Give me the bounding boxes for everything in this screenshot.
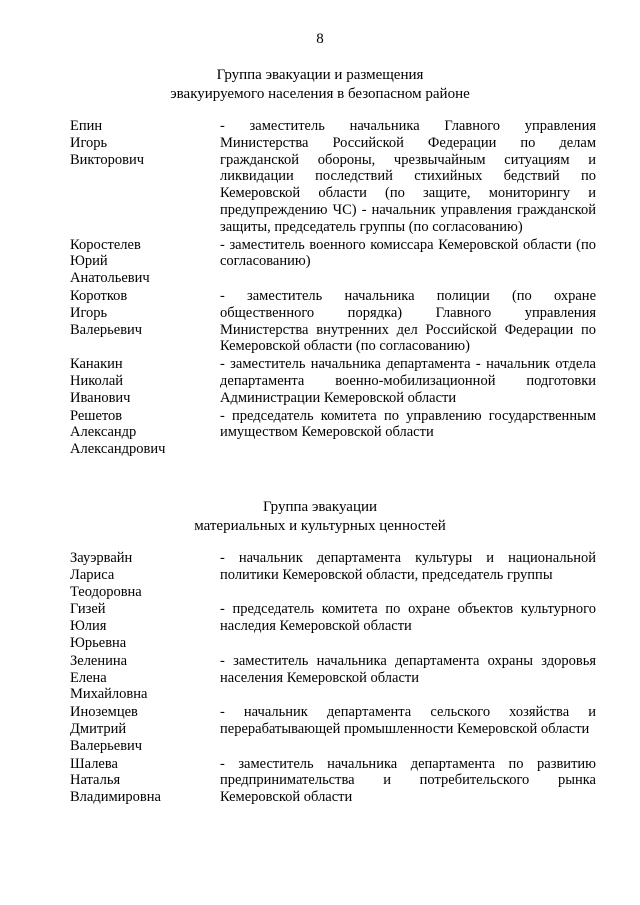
group-title-line: Группа эвакуации и размещения bbox=[216, 67, 424, 83]
member-name bbox=[70, 237, 220, 287]
first-name: Наталья bbox=[70, 772, 121, 789]
first-name: Лариса bbox=[70, 566, 115, 583]
surname: Канакин bbox=[70, 356, 123, 373]
group-title-evacuation-valuables bbox=[0, 498, 640, 536]
member-entry bbox=[70, 756, 596, 806]
surname: Шалева bbox=[70, 755, 118, 772]
member-role: - начальник департамента сельского хозяйства и перерабатывающей промышленности Кемеровской области bbox=[220, 704, 596, 737]
patronymic: Валерьевич bbox=[70, 737, 143, 754]
member-name bbox=[70, 356, 220, 406]
patronymic: Викторович bbox=[70, 151, 145, 168]
group-title-line: материальных и культурных ценностей bbox=[194, 518, 446, 534]
member-entry bbox=[70, 601, 596, 651]
member-name bbox=[70, 288, 220, 355]
surname: Коростелев bbox=[70, 236, 141, 253]
first-name: Игорь bbox=[70, 304, 108, 321]
first-name: Дмитрий bbox=[70, 720, 127, 737]
first-name: Александр bbox=[70, 424, 137, 441]
patronymic: Теодоровна bbox=[70, 583, 142, 600]
member-name bbox=[70, 118, 220, 236]
member-name bbox=[70, 550, 220, 600]
member-entry bbox=[70, 408, 596, 458]
member-entry bbox=[70, 288, 596, 355]
member-entry bbox=[70, 653, 596, 703]
member-name bbox=[70, 408, 220, 458]
surname: Зауэрвайн bbox=[70, 550, 133, 566]
first-name: Николай bbox=[70, 372, 124, 389]
member-entry bbox=[70, 237, 596, 287]
member-role: - заместитель начальника департамента по развитию предпринимательства и потребительского рынка Кемеровской области bbox=[220, 755, 596, 806]
patronymic: Валерьевич bbox=[70, 321, 143, 338]
member-role: - заместитель начальника департамента охраны здоровья населения Кемеровской области bbox=[220, 652, 596, 686]
page-number: 8 bbox=[316, 31, 324, 47]
member-role: - заместитель начальника полиции (по охране общественного порядка) Главного управления Министерства внутренних дел Российской Федерации по Кемеровской области (по согласованию) bbox=[220, 287, 596, 355]
first-name: Елена bbox=[70, 669, 107, 686]
patronymic: Владимировна bbox=[70, 789, 161, 806]
patronymic: Анатольевич bbox=[70, 270, 150, 287]
member-entry bbox=[70, 356, 596, 406]
surname: Гизей bbox=[70, 601, 106, 618]
member-role: - начальник департамента культуры и национальной политики Кемеровской области, председатель группы bbox=[220, 550, 596, 583]
member-name bbox=[70, 704, 220, 754]
group-title-line: эвакуируемого населения в безопасном районе bbox=[170, 86, 470, 102]
first-name: Игорь bbox=[70, 134, 108, 151]
patronymic: Александрович bbox=[70, 441, 166, 458]
member-role: - заместитель военного комиссара Кемеровской области (по согласованию) bbox=[220, 236, 596, 270]
member-list-group2 bbox=[70, 550, 596, 807]
member-name bbox=[70, 601, 220, 651]
group-title-line: Группа эвакуации bbox=[262, 499, 378, 515]
patronymic: Михайловна bbox=[70, 686, 148, 703]
surname: Коротков bbox=[70, 287, 128, 304]
member-role: - председатель комитета по охране объектов культурного наследия Кемеровской области bbox=[220, 601, 596, 635]
member-name bbox=[70, 653, 220, 703]
surname: Иноземцев bbox=[70, 704, 138, 721]
patronymic: Иванович bbox=[70, 389, 131, 406]
member-list-group1 bbox=[70, 118, 596, 459]
member-role: - председатель комитета по управлению государственным имуществом Кемеровской области bbox=[220, 407, 596, 441]
member-role: - заместитель начальника Главного управления Министерства Российской Федерации по делам гражданской обороны, чрезвычайным ситуациям и ликвидации последствий стихийных бедствий по Кемеровской области (по защите, мониторингу и предупреждению ЧС) - начальник управления гражданской защиты, председатель группы (по согласованию) bbox=[220, 118, 596, 235]
surname: Решетов bbox=[70, 407, 123, 424]
patronymic: Юрьевна bbox=[70, 634, 127, 651]
member-role: - заместитель начальника департамента - начальник отдела департамента военно-мобилизационной подготовки Администрации Кемеровской области bbox=[220, 356, 596, 406]
first-name: Юрий bbox=[70, 253, 108, 270]
surname: Зеленина bbox=[70, 652, 128, 669]
member-entry bbox=[70, 550, 596, 600]
first-name: Юлия bbox=[70, 618, 107, 635]
member-entry bbox=[70, 704, 596, 754]
member-entry bbox=[70, 118, 596, 236]
group-title-evacuation-population bbox=[0, 66, 640, 104]
member-name bbox=[70, 756, 220, 806]
surname: Епин bbox=[70, 118, 103, 134]
